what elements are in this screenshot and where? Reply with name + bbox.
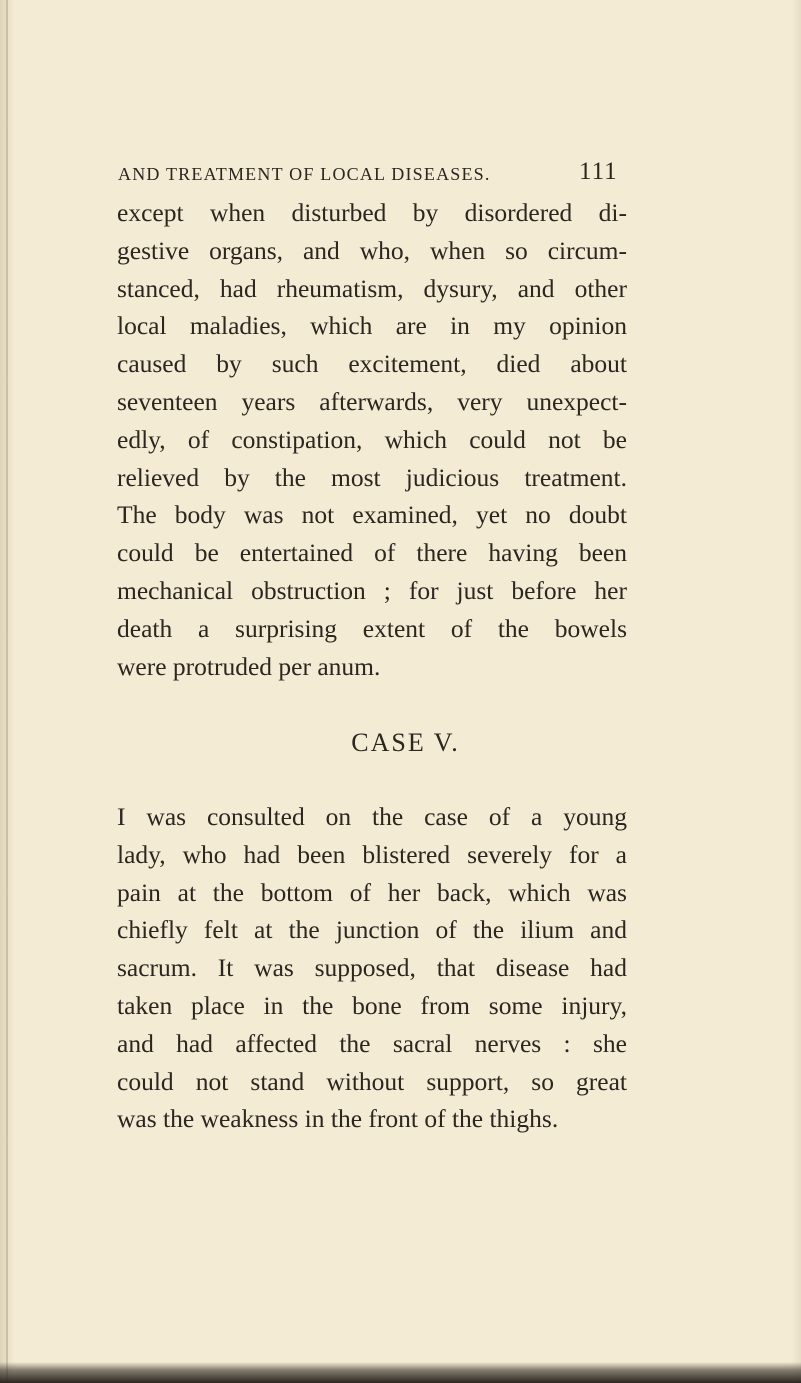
text-line: except when disturbed by disordered di-: [117, 198, 627, 227]
paragraph-1: [117, 194, 627, 685]
page-bottom-edge: [0, 1362, 801, 1383]
text-line: and had affected the sacral nerves : she: [117, 1028, 627, 1058]
text-line: stanced, had rheumatism, dysury, and other: [117, 273, 627, 303]
text-line: pain at the bottom of her back, which was: [117, 877, 627, 907]
text-line: gestive organs, and who, when so circum-: [117, 235, 627, 265]
text-line: edly, of constipation, which could not be: [117, 424, 627, 454]
text-line: seventeen years afterwards, very unexpect-: [117, 386, 627, 416]
page-number: 111: [579, 158, 618, 185]
text-line: caused by such excitement, died about: [117, 349, 627, 379]
text-line: could not stand without support, so great: [117, 1066, 627, 1096]
text-line: lady, who had been blistered severely for a: [117, 839, 627, 869]
text-line: local maladies, which are in my opinion: [117, 311, 627, 341]
text-line: death a surprising extent of the bowels: [117, 613, 627, 643]
text-line: The body was not examined, yet no doubt: [117, 500, 627, 530]
running-head: [118, 158, 718, 188]
text-line: could be entertained of there having been: [117, 538, 627, 568]
text-line: was the weakness in the front of the thighs.: [117, 1104, 559, 1134]
text-line: chiefly felt at the junction of the ilium and: [117, 915, 627, 945]
paragraph-2: [117, 798, 627, 1138]
text-line: relieved by the most judicious treatment.: [117, 462, 627, 492]
text-line: I was consulted on the case of a young: [117, 802, 627, 831]
text-line: mechanical obstruction ; for just before her: [117, 575, 627, 605]
case-heading: CASE V.: [351, 728, 460, 757]
text-line: taken place in the bone from some injury,: [117, 990, 627, 1020]
text-line: sacrum. It was supposed, that disease had: [117, 953, 627, 983]
text-line: were protruded per anum.: [117, 651, 381, 681]
binding-gutter: [6, 0, 8, 1383]
running-head-title: AND TREATMENT OF LOCAL DISEASES.: [118, 164, 491, 184]
